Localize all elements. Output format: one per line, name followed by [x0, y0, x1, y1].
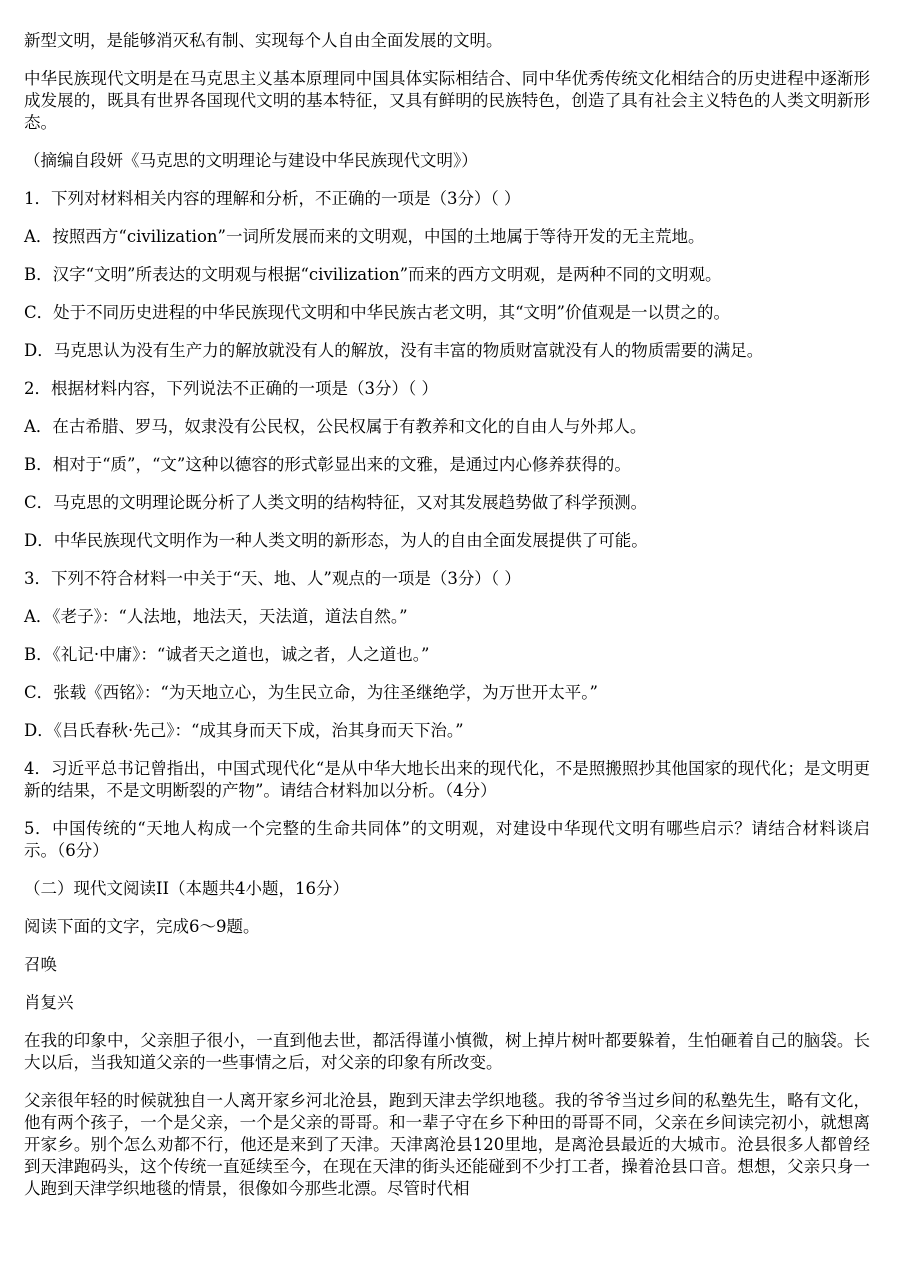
question-2-option-c: C．马克思的文明理论既分析了人类文明的结构特征，又对其发展趋势做了科学预测。	[24, 493, 648, 512]
question-2-option-d: D．中华民族现代文明作为一种人类文明的新形态，为人的自由全面发展提供了可能。	[24, 531, 648, 550]
article-paragraph-1: 在我的印象中，父亲胆子很小，一直到他去世，都活得谨小慎微，树上掉片树叶都要躲着，生怕砸着自己的脑袋。长大以后，当我知道父亲的一些事情之后，对父亲的印象有所改变。	[24, 1031, 870, 1072]
question-5: 5．中国传统的“天地人构成一个完整的生命共同体”的文明观，对建设中华现代文明有哪些启示？请结合材料谈启示。（6分）	[24, 819, 870, 860]
question-2-stem: 2．根据材料内容，下列说法不正确的一项是（3分）（ ）	[24, 379, 438, 398]
document-body	[24, 30, 870, 1216]
question-3-option-d: D．《吕氏春秋·先己》：“成其身而天下成，治其身而天下治。”	[24, 721, 464, 740]
question-1-option-b: B．汉字“文明”所表达的文明观与根据“civilization”而来的西方文明观，是两种不同的文明观。	[24, 265, 722, 284]
question-2-option-a: A．在古希腊、罗马，奴隶没有公民权，公民权属于有教养和文化的自由人与外邦人。	[24, 417, 647, 436]
question-1-option-c: C．处于不同历史进程的中华民族现代文明和中华民族古老文明，其“文明”价值观是一以贯之的。	[24, 303, 730, 322]
question-1-stem: 1．下列对材料相关内容的理解和分析，不正确的一项是（3分）（ ）	[24, 189, 521, 208]
question-2-option-b: B．相对于“质”，“文”这种以德容的形式彰显出来的文雅，是通过内心修养获得的。	[24, 455, 631, 474]
source-citation: （摘编自段妍《马克思的文明理论与建设中华民族现代文明》）	[24, 151, 478, 170]
reading-instruction: 阅读下面的文字，完成6～9题。	[24, 917, 260, 936]
question-4: 4．习近平总书记曾指出，中国式现代化“是从中华大地长出来的现代化，不是照搬照抄其他国家的现代化；是文明更新的结果，不是文明断裂的产物”。请结合材料加以分析。（4分）	[24, 759, 870, 800]
section-heading: （二）现代文阅读II（本题共4小题，16分）	[24, 879, 350, 898]
article-author: 肖复兴	[24, 993, 74, 1012]
article-title: 召唤	[24, 955, 57, 974]
intro-paragraph-1: 新型文明，是能够消灭私有制、实现每个人自由全面发展的文明。	[24, 31, 503, 50]
question-3-option-a: A．《老子》：“人法地，地法天，天法道，道法自然。”	[24, 607, 408, 626]
question-3-stem: 3．下列不符合材料一中关于“天、地、人”观点的一项是（3分）（ ）	[24, 569, 521, 588]
question-1-option-a: A．按照西方“civilization”一词所发展而来的文明观，中国的土地属于等待开发的无主荒地。	[24, 227, 705, 246]
intro-paragraph-2: 中华民族现代文明是在马克思主义基本原理同中国具体实际相结合、同中华优秀传统文化相结合的历史进程中逐渐形成发展的，既具有世界各国现代文明的基本特征，又具有鲜明的民族特色，创造了具有社会主义特色的人类文明新形态。	[24, 69, 870, 132]
question-3-option-b: B．《礼记·中庸》：“诚者天之道也，诚之者，人之道也。”	[24, 645, 430, 664]
question-1-option-d: D．马克思认为没有生产力的解放就没有人的解放，没有丰富的物质财富就没有人的物质需要的满足。	[24, 341, 764, 360]
article-paragraph-2: 父亲很年轻的时候就独自一人离开家乡河北沧县，跑到天津去学织地毯。我的爷爷当过乡间的私塾先生，略有文化，他有两个孩子，一个是父亲，一个是父亲的哥哥。和一辈子守在乡下种田的哥哥不同，父亲在乡间读完初小，就想离开家乡。别个怎么劝都不行，他还是来到了天津。天津离沧县120里地，是离沧县最近的大城市。沧县很多人都曾经到天津跑码头，这个传统一直延续至今，在现在天津的街头还能碰到不少打工者，操着沧县口音。想想，父亲只身一人跑到天津学织地毯的情景，很像如今那些北漂。尽管时代相	[24, 1091, 870, 1198]
question-3-option-c: C．张载《西铭》：“为天地立心，为生民立命，为往圣继绝学，为万世开太平。”	[24, 683, 598, 702]
